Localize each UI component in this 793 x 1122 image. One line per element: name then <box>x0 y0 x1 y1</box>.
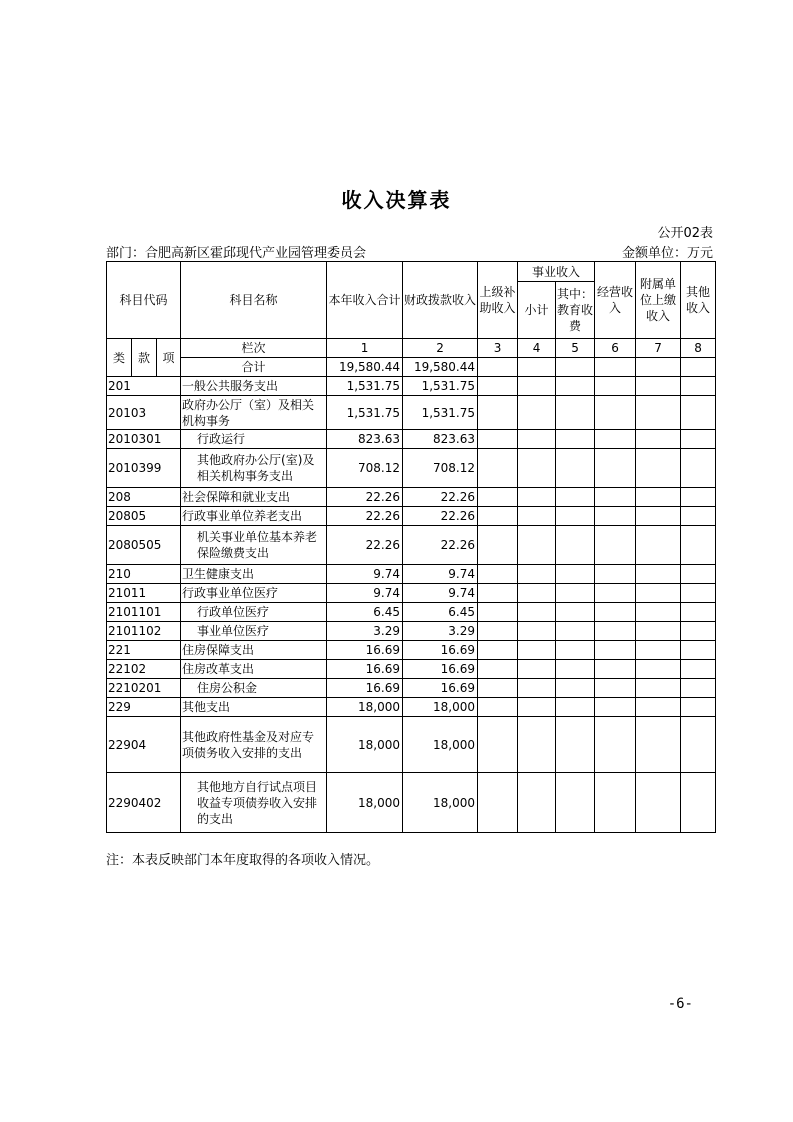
empty-cell <box>595 377 636 396</box>
empty-cell <box>518 603 556 622</box>
empty-cell <box>636 507 681 526</box>
empty-cell <box>478 717 518 773</box>
empty-cell <box>518 717 556 773</box>
fiscal-cell: 708.12 <box>403 449 478 488</box>
header-xiang: 项 <box>157 339 181 377</box>
subject-code: 2010301 <box>107 430 181 449</box>
empty-cell <box>595 679 636 698</box>
total-income-cell: 16.69 <box>327 679 403 698</box>
empty-cell <box>636 396 681 430</box>
empty-cell <box>636 449 681 488</box>
empty-cell <box>518 488 556 507</box>
fiscal-cell: 3.29 <box>403 622 478 641</box>
subject-code: 2290402 <box>107 773 181 833</box>
total-income-cell: 22.26 <box>327 526 403 565</box>
subject-name: 其他政府性基金及对应专项债务收入安排的支出 <box>181 717 327 773</box>
subject-code: 2080505 <box>107 526 181 565</box>
empty-cell <box>478 660 518 679</box>
empty-cell <box>518 641 556 660</box>
table-row <box>107 565 716 584</box>
empty-cell <box>518 773 556 833</box>
col-number: 7 <box>636 339 681 358</box>
empty-cell <box>556 773 595 833</box>
header-column-label: 栏次 <box>181 339 327 358</box>
fiscal-cell: 16.69 <box>403 641 478 660</box>
empty-cell <box>595 488 636 507</box>
subject-code: 210 <box>107 565 181 584</box>
table-row <box>107 698 716 717</box>
subject-code: 21011 <box>107 584 181 603</box>
table-row <box>107 526 716 565</box>
empty-cell <box>556 449 595 488</box>
total-label: 合计 <box>181 358 327 377</box>
subject-code: 2010399 <box>107 449 181 488</box>
empty-cell <box>556 698 595 717</box>
empty-cell <box>518 622 556 641</box>
empty-cell <box>681 603 716 622</box>
total-row <box>107 358 716 377</box>
fiscal-cell: 18,000 <box>403 773 478 833</box>
table-row <box>107 622 716 641</box>
empty-cell <box>681 698 716 717</box>
total-income-cell: 708.12 <box>327 449 403 488</box>
header-lei: 类 <box>107 339 132 377</box>
empty-cell <box>478 679 518 698</box>
total-income-cell: 1,531.75 <box>327 377 403 396</box>
empty-cell <box>636 430 681 449</box>
empty-cell <box>595 449 636 488</box>
table-row <box>107 660 716 679</box>
empty-cell <box>556 622 595 641</box>
subject-code: 208 <box>107 488 181 507</box>
header-subject-name: 科目名称 <box>181 262 327 339</box>
empty-cell <box>478 773 518 833</box>
table-row <box>107 377 716 396</box>
fiscal-cell: 1,531.75 <box>403 396 478 430</box>
table-row <box>107 507 716 526</box>
empty-cell <box>681 377 716 396</box>
empty-cell <box>478 377 518 396</box>
empty-cell <box>556 603 595 622</box>
col-number: 3 <box>478 339 518 358</box>
col-number: 1 <box>327 339 403 358</box>
empty-cell <box>636 526 681 565</box>
subject-name: 行政单位医疗 <box>181 603 327 622</box>
fiscal-cell: 823.63 <box>403 430 478 449</box>
empty-cell <box>595 698 636 717</box>
empty-cell <box>556 679 595 698</box>
empty-cell <box>636 565 681 584</box>
empty-cell <box>681 565 716 584</box>
col-number: 8 <box>681 339 716 358</box>
table-row <box>107 603 716 622</box>
empty-cell <box>556 377 595 396</box>
empty-cell <box>681 584 716 603</box>
header-other: 其他收入 <box>681 262 716 339</box>
subject-name: 卫生健康支出 <box>181 565 327 584</box>
empty-cell <box>595 717 636 773</box>
empty-cell <box>681 660 716 679</box>
subject-name: 政府办公厅（室）及相关机构事务 <box>181 396 327 430</box>
empty-cell <box>478 507 518 526</box>
subject-code: 22102 <box>107 660 181 679</box>
table-row <box>107 488 716 507</box>
header-education: 其中：教育收费 <box>556 282 595 339</box>
empty-cell <box>518 430 556 449</box>
fiscal-cell: 16.69 <box>403 660 478 679</box>
table-row <box>107 430 716 449</box>
total-income-cell: 9.74 <box>327 565 403 584</box>
empty-cell <box>478 622 518 641</box>
empty-cell <box>556 584 595 603</box>
table-row <box>107 584 716 603</box>
page-number: -6- <box>667 996 693 1012</box>
empty-cell <box>636 584 681 603</box>
empty-cell <box>478 584 518 603</box>
empty-cell <box>681 430 716 449</box>
table-body <box>107 377 716 833</box>
empty-cell <box>681 488 716 507</box>
empty-cell <box>595 622 636 641</box>
empty-cell <box>556 507 595 526</box>
empty-cell <box>681 773 716 833</box>
fiscal-cell: 1,531.75 <box>403 377 478 396</box>
fiscal-cell: 6.45 <box>403 603 478 622</box>
empty-cell <box>595 396 636 430</box>
subject-name: 行政运行 <box>181 430 327 449</box>
header-operating: 经营收入 <box>595 262 636 339</box>
subject-name: 事业单位医疗 <box>181 622 327 641</box>
subject-name: 其他地方自行试点项目收益专项债券收入安排的支出 <box>181 773 327 833</box>
empty-cell <box>595 773 636 833</box>
empty-cell <box>595 641 636 660</box>
empty-cell <box>636 773 681 833</box>
empty-cell <box>556 641 595 660</box>
empty-cell <box>681 526 716 565</box>
empty-cell <box>518 396 556 430</box>
empty-cell <box>681 717 716 773</box>
header-subtotal: 小计 <box>518 282 556 339</box>
total-income-cell: 16.69 <box>327 660 403 679</box>
empty-cell <box>478 449 518 488</box>
subject-code: 20103 <box>107 396 181 430</box>
subject-name: 一般公共服务支出 <box>181 377 327 396</box>
table-row <box>107 717 716 773</box>
empty-cell <box>636 660 681 679</box>
empty-cell <box>478 526 518 565</box>
subject-code: 2101101 <box>107 603 181 622</box>
table-row <box>107 641 716 660</box>
total-income-cell: 22.26 <box>327 507 403 526</box>
empty-cell <box>478 488 518 507</box>
total-value: 19,580.44 <box>403 358 478 377</box>
subject-code: 201 <box>107 377 181 396</box>
col-number: 5 <box>556 339 595 358</box>
empty-cell <box>556 565 595 584</box>
unit-label: 金额单位：万元 <box>621 246 713 261</box>
total-income-cell: 22.26 <box>327 488 403 507</box>
empty-cell <box>681 679 716 698</box>
subject-name: 住房公积金 <box>181 679 327 698</box>
empty-cell <box>595 507 636 526</box>
empty-cell <box>518 584 556 603</box>
empty-cell <box>636 488 681 507</box>
table-row <box>107 679 716 698</box>
income-table <box>106 261 716 833</box>
subject-name: 社会保障和就业支出 <box>181 488 327 507</box>
header-kuan: 款 <box>132 339 157 377</box>
empty-cell <box>595 430 636 449</box>
total-income-cell: 18,000 <box>327 717 403 773</box>
empty-cell <box>518 565 556 584</box>
col-number: 2 <box>403 339 478 358</box>
empty-cell <box>518 698 556 717</box>
empty-cell <box>595 565 636 584</box>
subject-code: 229 <box>107 698 181 717</box>
empty-cell <box>518 679 556 698</box>
empty-cell <box>681 449 716 488</box>
header-total-income: 本年收入合计 <box>327 262 403 339</box>
col-number: 6 <box>595 339 636 358</box>
empty-cell <box>556 526 595 565</box>
empty-cell <box>518 377 556 396</box>
subject-name: 机关事业单位基本养老保险缴费支出 <box>181 526 327 565</box>
form-number: 公开02表 <box>657 226 713 241</box>
empty-cell <box>595 660 636 679</box>
subject-name: 住房保障支出 <box>181 641 327 660</box>
header-superior: 上级补助收入 <box>478 262 518 339</box>
table-row <box>107 396 716 430</box>
total-income-cell: 1,531.75 <box>327 396 403 430</box>
empty-cell <box>556 488 595 507</box>
empty-cell <box>681 396 716 430</box>
footnote: 注：本表反映部门本年度取得的各项收入情况。 <box>106 853 380 868</box>
empty-cell <box>636 377 681 396</box>
empty-cell <box>595 603 636 622</box>
empty-cell <box>556 660 595 679</box>
empty-cell <box>478 698 518 717</box>
total-income-cell: 18,000 <box>327 698 403 717</box>
empty-cell <box>636 717 681 773</box>
total-income-cell: 823.63 <box>327 430 403 449</box>
subject-code: 22904 <box>107 717 181 773</box>
table-row <box>107 773 716 833</box>
total-income-cell: 18,000 <box>327 773 403 833</box>
subject-name: 其他支出 <box>181 698 327 717</box>
empty-cell <box>478 396 518 430</box>
department-label: 部门：合肥高新区霍邱现代产业园管理委员会 <box>106 246 367 261</box>
fiscal-cell: 9.74 <box>403 565 478 584</box>
empty-cell <box>681 622 716 641</box>
fiscal-cell: 22.26 <box>403 526 478 565</box>
fiscal-cell: 22.26 <box>403 488 478 507</box>
empty-cell <box>556 396 595 430</box>
empty-cell <box>518 526 556 565</box>
fiscal-cell: 18,000 <box>403 717 478 773</box>
empty-cell <box>636 641 681 660</box>
col-number: 4 <box>518 339 556 358</box>
total-income-cell: 16.69 <box>327 641 403 660</box>
empty-cell <box>478 565 518 584</box>
empty-cell <box>595 526 636 565</box>
page-title: 收入决算表 <box>341 188 452 212</box>
empty-cell <box>556 717 595 773</box>
header-affiliated: 附属单位上缴收入 <box>636 262 681 339</box>
fiscal-cell: 16.69 <box>403 679 478 698</box>
table-row <box>107 449 716 488</box>
fiscal-cell: 18,000 <box>403 698 478 717</box>
empty-cell <box>518 449 556 488</box>
subject-name: 其他政府办公厅(室)及相关机构事务支出 <box>181 449 327 488</box>
empty-cell <box>518 507 556 526</box>
empty-cell <box>681 641 716 660</box>
subject-name: 行政事业单位医疗 <box>181 584 327 603</box>
subject-name: 住房改革支出 <box>181 660 327 679</box>
total-income-cell: 9.74 <box>327 584 403 603</box>
total-income-cell: 6.45 <box>327 603 403 622</box>
fiscal-cell: 9.74 <box>403 584 478 603</box>
subject-name: 行政事业单位养老支出 <box>181 507 327 526</box>
empty-cell <box>518 660 556 679</box>
empty-cell <box>681 507 716 526</box>
empty-cell <box>636 679 681 698</box>
fiscal-cell: 22.26 <box>403 507 478 526</box>
empty-cell <box>636 622 681 641</box>
header-subject-code: 科目代码 <box>107 262 181 339</box>
total-income-cell: 3.29 <box>327 622 403 641</box>
empty-cell <box>595 584 636 603</box>
empty-cell <box>636 698 681 717</box>
header-business: 事业收入 <box>518 262 595 282</box>
subject-code: 2101102 <box>107 622 181 641</box>
subject-code: 2210201 <box>107 679 181 698</box>
header-fiscal: 财政拨款收入 <box>403 262 478 339</box>
subject-code: 221 <box>107 641 181 660</box>
empty-cell <box>478 603 518 622</box>
empty-cell <box>636 603 681 622</box>
empty-cell <box>556 430 595 449</box>
subject-code: 20805 <box>107 507 181 526</box>
empty-cell <box>478 430 518 449</box>
empty-cell <box>478 641 518 660</box>
total-value: 19,580.44 <box>327 358 403 377</box>
